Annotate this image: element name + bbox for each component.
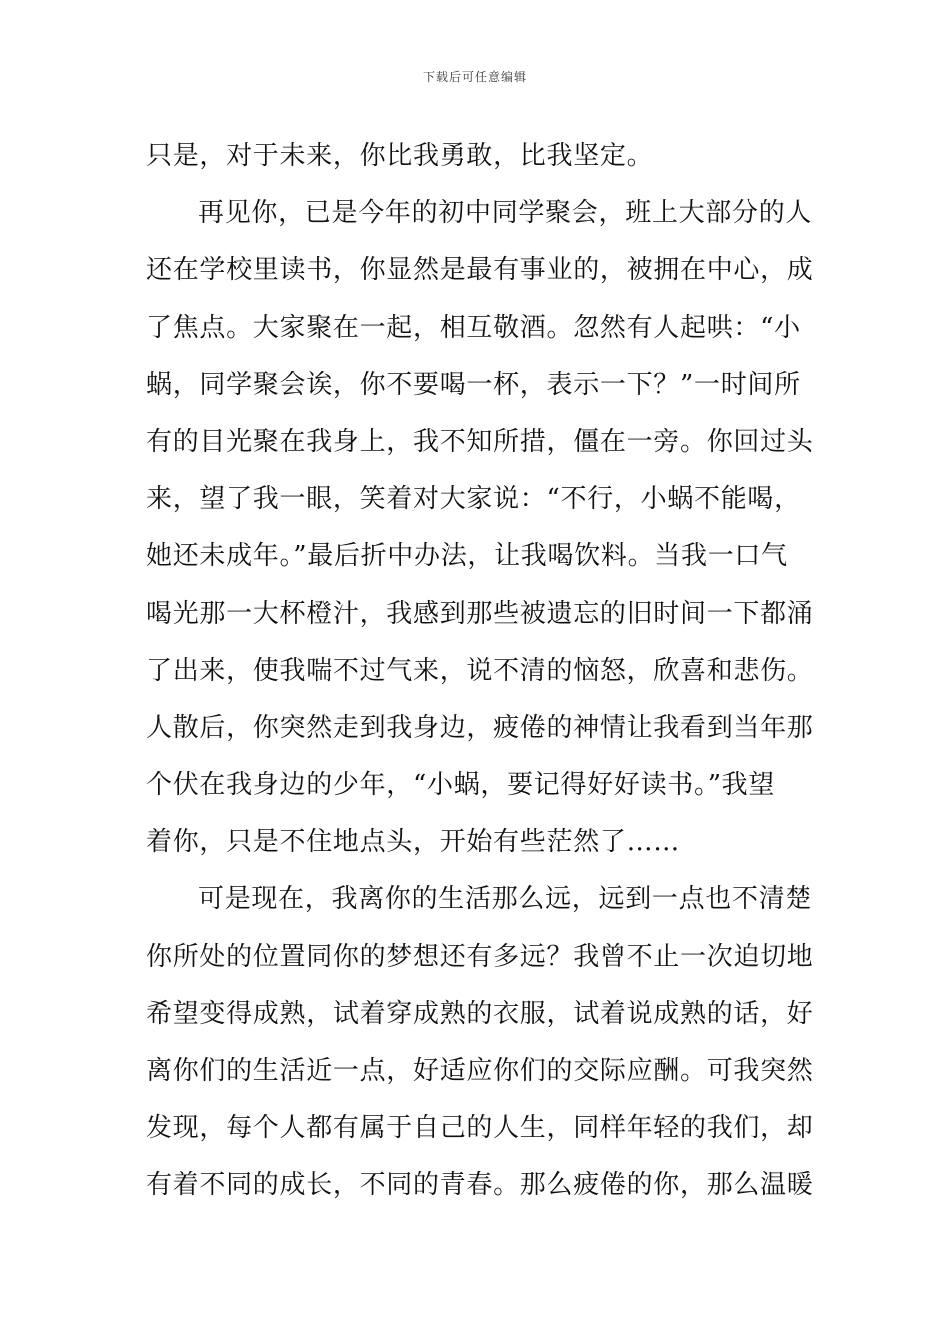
text-line: 来，望了我一眼，笑着对大家说：“不行，小蜗不能喝， (146, 484, 801, 515)
text-line: 了出来，使我喘不过气来，说不清的恼怒，欣喜和悲伤。 (146, 655, 814, 686)
text-line: 了焦点。大家聚在一起，相互敬酒。忽然有人起哄：“小 (146, 312, 801, 343)
text-line: 希望变得成熟，试着穿成熟的衣服，试着说成熟的话，好 (146, 998, 814, 1029)
text-line: 可是现在，我离你的生活那么远，远到一点也不清楚 (198, 884, 813, 915)
page-header-note: 下载后可任意编辑 (422, 70, 527, 84)
body-text (146, 128, 814, 1215)
text-line: 着你，只是不住地点头，开始有些茫然了…… (146, 827, 681, 858)
text-line: 个伏在我身边的少年，“小蜗，要记得好好读书。”我望 (146, 770, 776, 801)
text-line: 人散后，你突然走到我身边，疲倦的神情让我看到当年那 (146, 712, 814, 743)
text-line: 蜗，同学聚会诶，你不要喝一杯，表示一下？”一时间所 (146, 369, 801, 400)
text-line: 还在学校里读书，你显然是最有事业的，被拥在中心，成 (146, 255, 814, 286)
text-line: 离你们的生活近一点，好适应你们的交际应酬。可我突然 (146, 1056, 814, 1086)
text-line: 喝光那一大杯橙汁，我感到那些被遗忘的旧时间一下都涌 (146, 598, 814, 629)
text-line: 再见你，已是今年的初中同学聚会，班上大部分的人 (198, 198, 813, 229)
text-line: 有的目光聚在我身上，我不知所措，僵在一旁。你回过头 (146, 426, 814, 457)
text-line: 只是，对于未来，你比我勇敢，比我坚定。 (146, 141, 654, 171)
text-line: 你所处的位置同你的梦想还有多远？我曾不止一次迫切地 (146, 941, 814, 972)
text-line: 发现，每个人都有属于自己的人生，同样年轻的我们，却 (146, 1113, 814, 1144)
text-line: 她还未成年。”最后折中办法，让我喝饮料。当我一口气 (146, 541, 788, 572)
text-line: 有着不同的成长，不同的青春。那么疲倦的你，那么温暖 (146, 1170, 814, 1201)
